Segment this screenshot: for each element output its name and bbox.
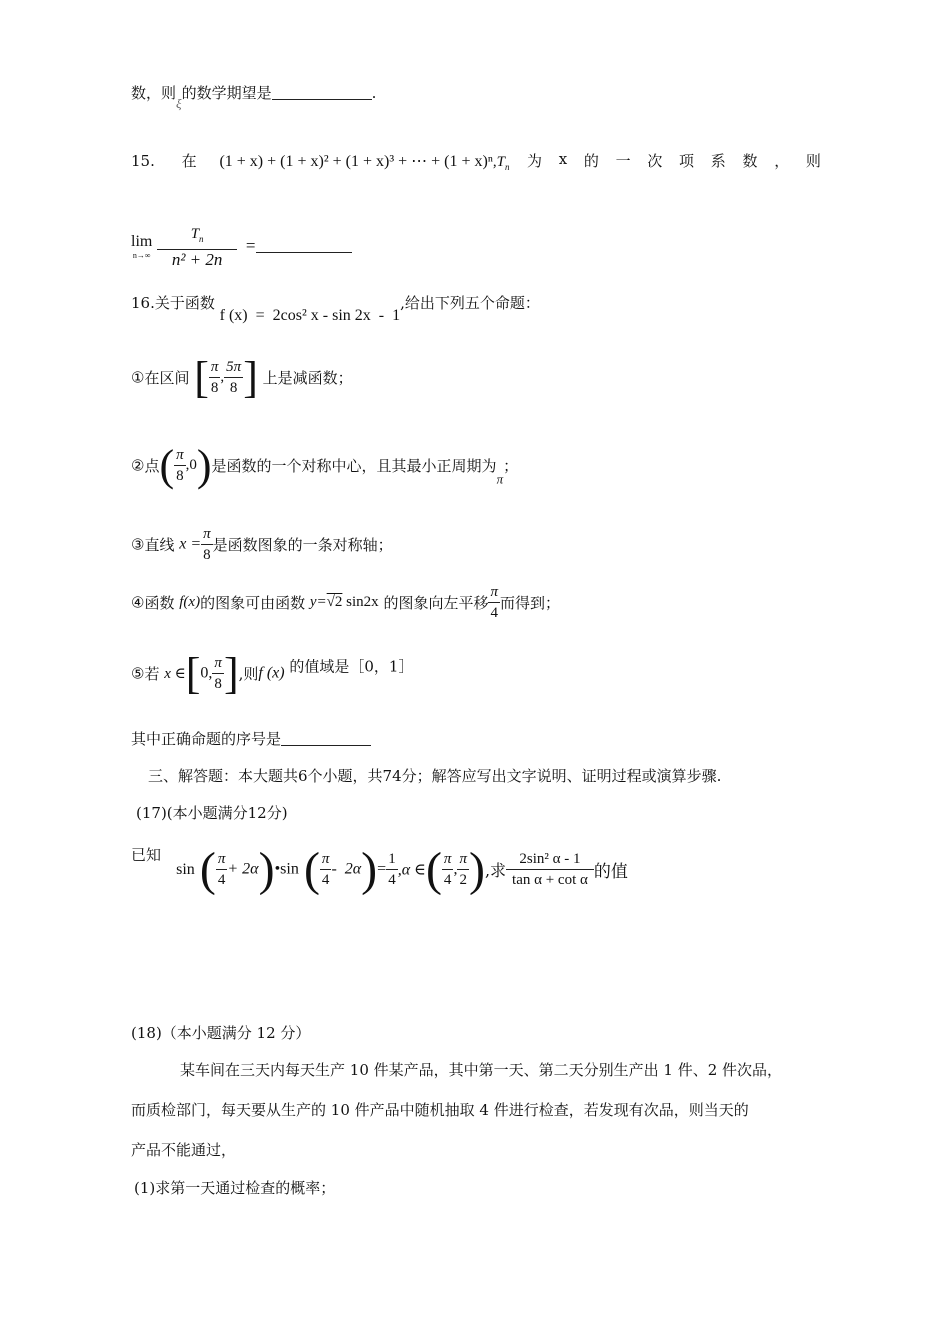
p5-pre: 若: [144, 665, 160, 683]
q14-post-text: 的数学期望是: [181, 84, 272, 102]
p2-pi: π: [496, 471, 504, 487]
q18-para-3: 产品不能通过，: [131, 1141, 237, 1159]
p5-x-in: x ∈: [164, 666, 186, 682]
p3-frac: $\frac{\pi}{8}$: [203, 526, 211, 563]
q17-target-fraction: $\frac{\text{2sin² α - 1}}{\text{tan α + cot α}}$: [506, 849, 594, 890]
p4-mid: 的图象可由函数: [200, 594, 306, 612]
q15-sum-expression: (1 + x) + (1 + x)² + (1 + x)³ + ⋯ + (1 + x)ⁿ: [219, 153, 493, 170]
limit-denominator: n² + 2n: [157, 249, 237, 270]
q18-para-2: 而质检部门，每天要从生产的 10 件产品中随机抽取 4 件进行检查，若发现有次品，则当天的: [131, 1101, 749, 1119]
p5-frac: $\frac{\pi}{8}$: [214, 655, 222, 692]
q17-qiu: ,求: [484, 861, 507, 880]
q15-tail-word-2: 的: [583, 152, 599, 170]
xi-symbol: ξ: [176, 96, 182, 111]
q15-tail-word-3: 一: [615, 152, 631, 170]
q17-equals: =: [377, 860, 387, 878]
limit-numerator: $T_n$: [190, 226, 204, 244]
q15-number: 15.: [131, 152, 155, 170]
q15-tail-word-6: 系: [710, 152, 726, 170]
p3-x-equals: x =: [179, 535, 202, 553]
q17-a1-tail: + 2α: [227, 860, 259, 878]
p2-frac: $\frac{\pi}{8}$: [176, 447, 184, 484]
q14-tail-line: [131, 82, 376, 112]
q17-title: (17)(本小题满分12分): [136, 804, 288, 822]
q17-a2-tail: - 2α: [331, 860, 362, 878]
q17-expression-line: 已知 sin ( $\frac{\pi}{4}$ + 2α)•sin ( $\frac{\pi}{4}$ - 2α)= $\frac{1}{4}$ ,α ∈( $\frac{\pi}{4}$ , $\frac{\pi}{2}$ ),求 $\frac{\text{2sin² α - 1}}{\text{tan α + cot α}}$ 的值: [131, 843, 628, 896]
q18-title: (18)（本小题满分 12 分）: [131, 1024, 311, 1042]
p1-left-bracket: [: [194, 353, 209, 402]
q16-number-text: 16.关于函数: [131, 294, 215, 312]
p5-post: 的值域是［0，1］: [289, 657, 414, 676]
q16-after-text: ,给出下列五个命题：: [400, 294, 540, 312]
q15-line: 15. 在 (1 + x) + (1 + x)² + (1 + x)³ + ⋯ + $(1 + x)^n,T_n$ 为 x 的 一 次 项 系 数 ， 则: [131, 150, 821, 172]
proposition-3: [131, 524, 393, 565]
q18-sub-1: (1)求第一天通过检查的概率；: [134, 1179, 336, 1197]
p5-fx: f (x): [258, 664, 285, 682]
p5-zero: 0,: [200, 664, 213, 682]
q17-interval-left: (: [425, 843, 442, 896]
proposition-4: [131, 582, 560, 623]
q15-tail-word-4: 次: [647, 152, 663, 170]
p1-post: 上是减函数；: [262, 369, 353, 387]
q16-answer-blank[interactable]: [281, 731, 371, 746]
limit-fraction: [157, 224, 237, 270]
p4-post: 而得到；: [499, 594, 560, 612]
p3-mark: ③: [131, 535, 145, 554]
q17-frac-pi4-b: $\frac{\pi}{4}$: [321, 851, 330, 888]
q15-Tn: T: [496, 154, 505, 170]
p1-right-bracket: ]: [243, 353, 258, 402]
q17-sin-1: sin: [176, 860, 195, 878]
q17-interval-a: $\frac{\pi}{4}$: [443, 851, 452, 888]
q17-frac-quarter: $\frac{1}{4}$: [388, 851, 396, 888]
p1-mark: ①: [131, 368, 145, 387]
section3-heading: 三、解答题：本大题共6个小题，共74分；解答应写出文字说明、证明过程或演算步骤.: [148, 767, 722, 785]
q14-end: .: [371, 84, 377, 102]
p4-mark: ④: [131, 593, 145, 612]
p1-frac-b: $\frac{5\pi}{8}$: [226, 359, 242, 396]
q17-paren-1-left: (: [199, 843, 216, 896]
p4-fx: f(x): [179, 594, 201, 610]
q17-interval-b: $\frac{\pi}{2}$: [459, 851, 467, 888]
q15-tail-word-0: 为: [527, 152, 543, 170]
q15-tail-word-8: ，: [774, 152, 790, 170]
q17-alpha-in: ,α ∈: [397, 861, 426, 879]
lim-subscript: n→∞: [132, 251, 151, 260]
q15-tail-word-9: 则: [805, 152, 821, 170]
q15-tail-words: [527, 150, 821, 171]
p5-mark: ⑤: [131, 664, 145, 683]
q15-tail-word-7: 数: [742, 152, 758, 170]
p2-zero: ,0: [185, 457, 197, 473]
p2-pre: 点: [144, 457, 160, 475]
p4-sin2x: sin2x: [342, 594, 379, 610]
proposition-2: [131, 440, 518, 491]
p1-pre: 在区间: [144, 369, 190, 387]
q17-paren-1-right: ): [258, 843, 275, 896]
p4-mid2: 的图象向左平移: [383, 594, 489, 612]
p3-pre: 直线: [144, 536, 175, 554]
q15-tail-word-5: 项: [679, 152, 695, 170]
q15-tail-word-1: x: [558, 150, 568, 168]
q17-dot: •: [274, 860, 281, 878]
q17-frac-pi4-a: $\frac{\pi}{4}$: [217, 851, 226, 888]
p2-mark: ②: [131, 456, 145, 475]
p5-right-bracket: ]: [223, 649, 239, 698]
q16-header-line: [131, 292, 540, 325]
q15-limit-line: [131, 224, 352, 270]
q17-sin-2: sin: [280, 860, 299, 878]
q15-word-zai: 在: [181, 152, 197, 170]
q16-answer-prompt: 其中正确命题的序号是: [131, 730, 282, 748]
q16-answer-line: [131, 728, 371, 749]
p4-frac: $\frac{\pi}{4}$: [490, 584, 498, 621]
q14-pre-text: 数，则: [131, 84, 177, 102]
p5-left-bracket: [: [185, 649, 201, 698]
p4-sqrt2: √2: [326, 594, 343, 610]
p4-y-equals: y=: [309, 594, 327, 610]
q16-function: f (x) = 2cos² x - sin 2x - 1: [219, 307, 401, 324]
p4-pre: 函数: [144, 594, 175, 612]
q17-interval-right: ): [468, 843, 485, 896]
q17-known: 已知: [131, 846, 162, 864]
p5-then: ,则: [238, 665, 259, 683]
p2-right-paren: ): [196, 441, 212, 490]
p3-post: 是函数图象的一条对称轴；: [212, 536, 393, 554]
proposition-5: [131, 648, 413, 699]
q17-paren-2-left: (: [303, 843, 320, 896]
q17-paren-2-right: ): [361, 843, 378, 896]
p2-end: ；: [503, 457, 519, 475]
q15-answer-blank[interactable]: [256, 238, 352, 253]
p2-post: 是函数的一个对称中心，且其最小正周期为: [211, 457, 497, 475]
q18-para-1: 某车间在三天内每天生产 10 件某产品，其中第一天、第二天分别生产出 1 件、2 件次品，: [180, 1061, 783, 1079]
q15-Tn-sub: n: [504, 162, 510, 172]
p2-left-paren: (: [159, 441, 175, 490]
lim-word: lim: [131, 233, 153, 250]
limit-equals: =: [245, 236, 256, 255]
proposition-1: ①在区间 [ $\frac{\pi}{8}$ , $\frac{5\pi}{8}$ ] 上是减函数；: [131, 353, 353, 402]
p1-frac-a: $\frac{\pi}{8}$: [210, 359, 219, 396]
q14-answer-blank[interactable]: [272, 85, 372, 100]
q17-tail: 的值: [593, 862, 628, 882]
